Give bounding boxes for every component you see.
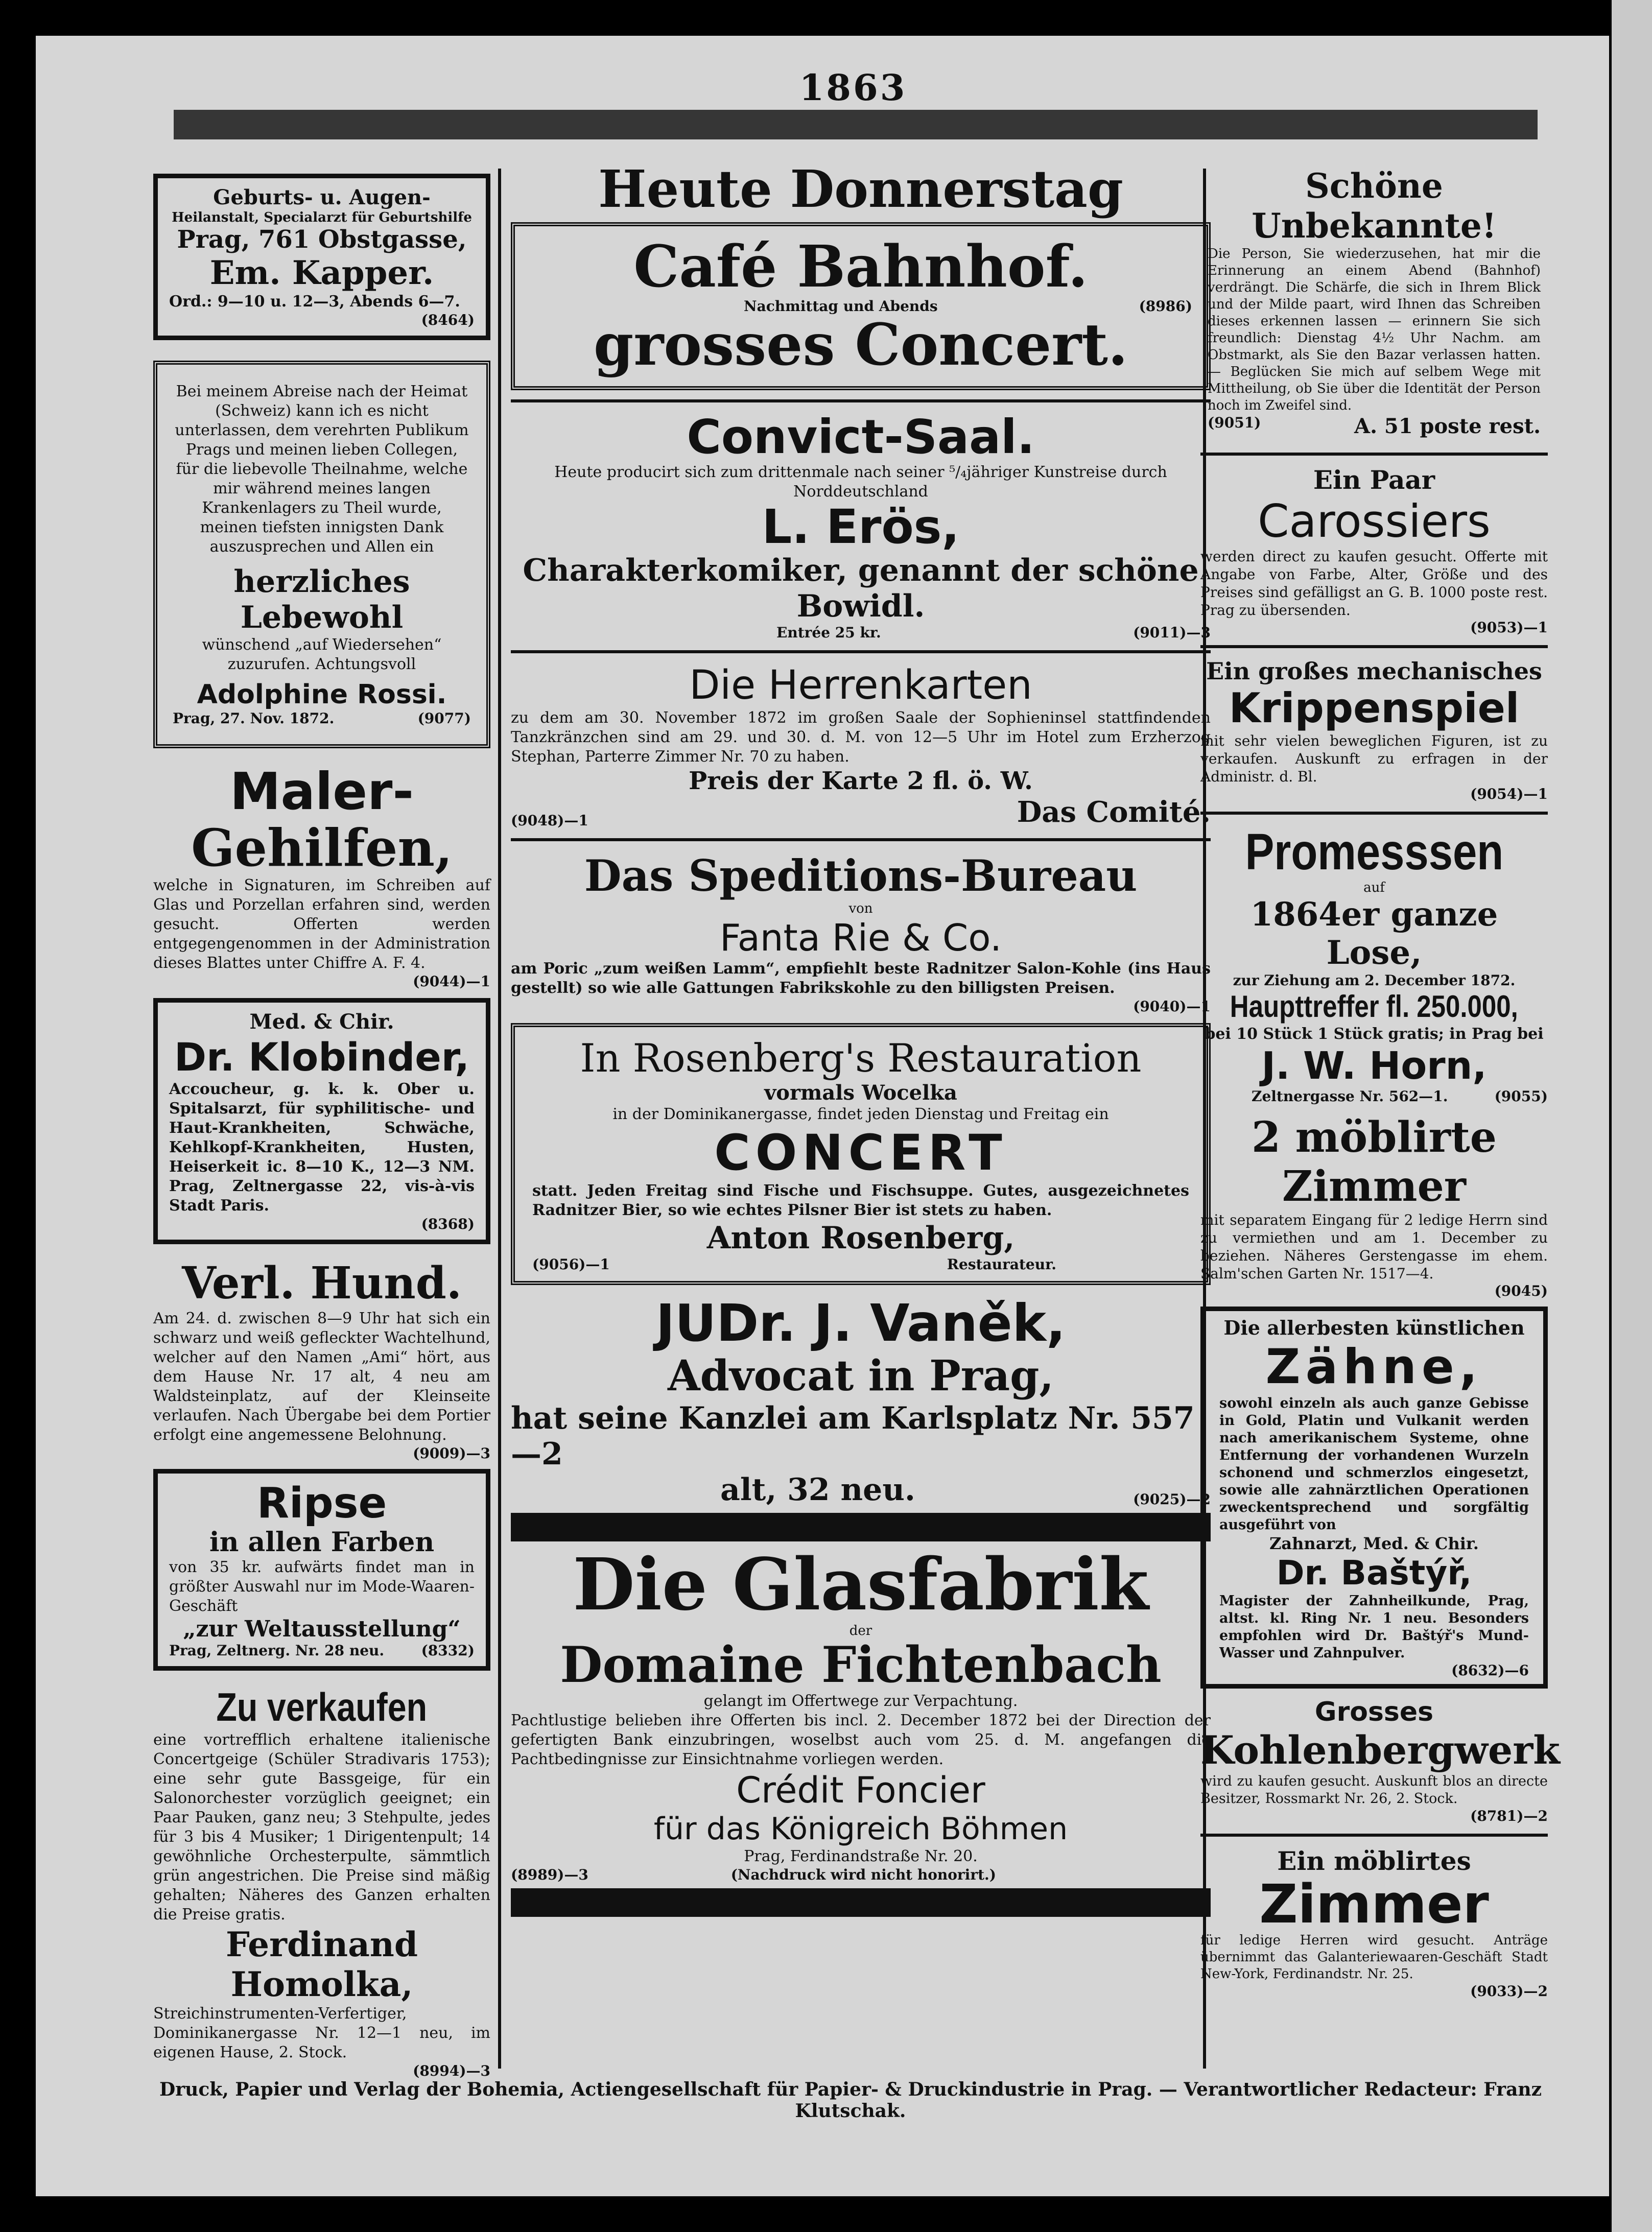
ad-signature: für das Königreich Böhmen [653,1811,1068,1847]
ad-herrenkarten [511,662,1211,829]
ad-subheading: Heilanstalt, Specialarzt für Geburtshilfe [172,210,472,225]
ad-body: von 35 kr. aufwärts findet man in größter Auswahl nur im Mode-Waaren-Geschäft [169,1558,475,1615]
ad-highlight: Haupttreffer fl. 250.000, [1230,989,1519,1024]
ad-name: Fanta Rie & Co. [720,916,1002,959]
ad-title: 1864er ganze Lose, [1250,895,1498,972]
ad-code: (9051) [1208,414,1261,431]
ad-title: Verl. Hund. [182,1257,462,1309]
ad-carossiers [1200,465,1548,636]
ad-title: Carossiers [1258,495,1491,548]
ad-title: Promesssen [1245,823,1503,881]
ad-body: Am 24. d. zwischen 8—9 Uhr hat sich ein schwarz und weiß gefleckter Wachtelhund, welcher auf den Namen „Ami“ hört, aus dem Hause Nr. 17 alt, 4 neu am Waldsteinplatz, auf der Kleinseite verlaufen. Nach Übergabe bei dem Portier erfolgt eine angemessene Belohnung. [153,1310,490,1444]
header-bar [174,110,1538,139]
ad-note: (Nachdruck wird nicht honorirt.) [730,1866,996,1883]
ad-code: (9053)—1 [1470,619,1548,636]
ad-role: Zahnarzt, Med. & Chir. [1269,1534,1479,1553]
ad-heading: Med. & Chir. [249,1010,394,1034]
right-column [1200,161,1560,2071]
ad-body: sowohl einzeln als auch ganze Gebisse in Gold, Platin und Vulkanit werden nach amerikanischem Systeme, ohne Entfernung der vorhandenen Wurzeln schonend und schmerzlos eingesetzt, sowie alle zahnärztlichen Operationen zweckentsprechend und sorgfältig ausgeführt von [1219,1395,1529,1533]
ad-convict-saal [511,412,1211,641]
ad-code: (9048)—1 [511,812,588,829]
ad-body: mit separatem Eingang für 2 ledige Herrn sind zu vermiethen und am 1. December zu beziehen. Näheres Gerstengasse im ehem. Salm'schen Garten Nr. 1517—4. [1200,1212,1548,1282]
ad-promessen [1200,824,1548,1105]
ad-code: (8994)—3 [413,2062,490,2079]
ad-title: Schöne Unbekannte! [1252,166,1497,246]
ad-name: Adolphine Rossi. [197,679,447,710]
ad-code: (8781)—2 [1470,1808,1548,1824]
ad-body: wird zu kaufen gesucht. Auskunft blos an directe Besitzer, Rossmarkt Nr. 26, 2. Stock. [1200,1773,1548,1807]
ad-title: In Rosenberg's Restauration [580,1035,1142,1081]
ad-name: L. Erös, [762,500,960,554]
ad-body: zu dem am 30. November 1872 im großen Saale der Sophieninsel stattfindenden Tanzkränzchen sind am 29. und 30. d. M. von 12—5 Uhr im Hotel zum Erzherzog Stephan, Parterre Zimmer Nr. 70 zu haben. [511,709,1211,766]
ad-signature: A. 51 poste rest. [1354,414,1541,438]
ad-heading: Grosses [1314,1697,1434,1727]
ad-title: Die Glasfabrik [573,1543,1149,1627]
ad-code: (9044)—1 [413,973,490,990]
ad-address: Prag, Zeltnerg. Nr. 28 neu. [169,1642,385,1659]
ad-signature: Crédit Foncier [736,1769,985,1811]
ad-code: (9056)—1 [532,1256,610,1273]
ad-body: bei 10 Stück 1 Stück gratis; in Prag bei [1205,1025,1544,1043]
ad-code: (8464) [421,312,475,328]
ad-subtitle: vormals Wocelka [764,1081,957,1105]
ad-code: (9009)—3 [413,1445,490,1462]
ad-code: (8986) [1139,298,1192,315]
ad-rosenberg [511,1023,1211,1285]
ad-body: Heute producirt sich zum drittenmale nach seiner ⁵/₄jähriger Kunstreise durch Norddeutschland [554,463,1167,501]
ad-body: Streichinstrumenten-Verfertiger, Dominikanergasse Nr. 12—1 neu, im eigenen Hause, 2. Stock. [153,2005,490,2061]
ad-zimmer [1200,1846,1548,2000]
ad-vanek [511,1295,1211,1508]
ad-role: Restaurateur. [947,1256,1056,1273]
ad-subtitle: in allen Farben [209,1527,435,1558]
ad-title: herzliches Lebewohl [233,564,410,635]
ad-body: Magister der Zahnheilkunde, Prag, altst. kl. Ring Nr. 1 neu. Besonders empfohlen wird Dr. Baštýř's Mund-Wasser und Zahnpulver. [1219,1593,1529,1661]
ad-hund [153,1257,490,1462]
middle-column [511,161,1211,2071]
ad-zimmer-2 [1200,1113,1548,1299]
ad-code: (9040)—1 [1133,998,1211,1015]
ad-big-text: grosses Concert. [594,312,1128,378]
ad-body: alt, 32 neu. [720,1472,915,1508]
ad-heading: Ein möblirtes [1277,1846,1471,1876]
black-band [511,1888,1211,1917]
ad-code: (8332) [421,1642,475,1659]
ad-body: Die Person, Sie wiederzusehen, hat mir die Erinnerung an einem Abend (Bahnhof) verdrängt. Die Schärfe, die sich in Ihrem Blick und der Milde paart, wird Ihnen das Schreiben dieses erkennen lassen — erinnern Sie sich freundlich: Dienstag 4½ Uhr Nachm. am Obstmarkt, als Sie den Bazar verlassen hatten. — Beglücken Sie mich auf selbem Wege mit Mittheilung, ob Sie über die Identität der Person noch im Zweifel sind. [1208,246,1541,413]
ad-price: Preis der Karte 2 fl. ö. W. [689,767,1033,795]
ad-rossi [153,361,490,748]
ad-heading: Die allerbesten künstlichen [1223,1316,1525,1339]
ad-subtitle: auf [1363,880,1385,895]
ad-body: mit sehr vielen beweglichen Figuren, ist zu verkaufen. Auskunft zu erfragen in der Administr. d. Bl. [1200,732,1548,785]
ad-body: für ledige Herren wird gesucht. Anträge übernimmt das Galanteriewaaren-Geschäft Stadt New-York, Ferdinandstr. Nr. 25. [1200,1933,1548,1982]
page-number: 1863 [799,66,907,109]
ad-code: (9055) [1494,1088,1548,1105]
ad-zaehne [1200,1307,1548,1689]
ad-heading: Ein großes mechanisches [1206,657,1542,685]
ad-title: Die Herrenkarten [689,662,1032,708]
ad-name: Ferdinand Homolka, [225,1925,418,2004]
ad-body: statt. Jeden Freitag sind Fische und Fischsuppe. Gutes, ausgezeichnetes Radnitzer Bier, so wie echtes Pilsner Bier ist stets zu haben. [532,1182,1189,1219]
ad-body: Bei meinem Abreise nach der Heimat (Schweiz) kann ich es nicht unterlassen, dem verehrten Publikum Prags und meinen lieben Collegen, für die liebevolle Theilnahme, welche mir während meines langen Krankenlagers zu Theil wurde, meinen tiefsten innigsten Dank auszusprechen und Allen ein [175,383,469,556]
ad-code: (8989)—3 [511,1866,588,1883]
ad-body: Accoucheur, g. k. k. Ober u. Spitalsarzt, für syphilitische- und Haut-Krankheiten, Schwäche, Kehlkopf-Krankheiten, Husten, Heiserkeit ic. 8—10 K., 12—3 NM. Prag, Zeltnergasse 22, vis-à-vis Stadt Paris. [169,1080,475,1215]
ad-unbekannte [1200,161,1548,443]
ad-subtitle: Nachmittag und Abends [744,298,938,315]
left-column [153,169,490,2079]
ad-shop: „zur Weltausstellung“ [183,1616,461,1642]
ad-address: Prag, Ferdinandstraße Nr. 20. [744,1847,978,1865]
ad-body: hat seine Kanzlei am Karlsplatz Nr. 557—2 [511,1400,1195,1472]
column-rule [498,169,501,2069]
ad-kohlenbergwerk [1200,1697,1560,1824]
ad-kapper [153,174,490,340]
ad-code: (9077) [417,710,471,727]
ad-body: am Poric „zum weißen Lamm“, empfiehlt beste Radnitzer Salon-Kohle (ins Haus gestellt) so wie alle Gattungen Fabrikskohle zu den billigsten Preisen. [511,960,1211,997]
ad-code: (9054)—1 [1470,786,1548,802]
ad-maler [153,764,490,990]
ad-address: Prag, 761 Obstgasse, [177,225,467,254]
ad-verkaufen [153,1684,490,2079]
ad-name: Em. Kapper. [209,254,434,292]
ad-signature: Das Comité. [1017,795,1211,829]
ad-title: Zimmer [1259,1873,1489,1935]
ad-heading: Geburts- u. Augen- [213,185,431,209]
ad-code: (8632)—6 [1451,1662,1529,1679]
ad-address: Zeltnergasse Nr. 562—1. [1252,1088,1448,1105]
ad-title: Ripse [256,1479,387,1528]
ad-title: Krippenspiel [1229,684,1520,732]
next-page-edge [1612,0,1652,2232]
ad-name: Dr. Baštýř, [1276,1553,1472,1593]
ad-title: Zähne, [1265,1339,1483,1395]
ad-title: Café Bahnhof. [633,233,1088,300]
ad-body: werden direct zu kaufen gesucht. Offerte mit Angabe von Farbe, Alter, Größe und des Preises sind gefälligst an G. B. 1000 poste rest. Prag zu übersenden. [1200,548,1548,619]
ad-title: Kohlenbergwerk [1200,1727,1560,1773]
ad-name: Dr. Klobinder, [174,1034,469,1080]
ad-subtitle: von [848,901,873,916]
ad-cafe-bahnhof [511,161,1211,390]
ad-code: (9033)—2 [1470,1983,1548,2000]
ad-krippenspiel [1200,657,1548,802]
ad-hours: Ord.: 9—10 u. 12—3, Abends 6—7. [169,293,460,311]
ad-title: Zu verkaufen [216,1684,428,1729]
ad-title: Das Speditions-Bureau [584,850,1138,901]
black-band [511,1513,1211,1541]
ad-name: Domaine Fichtenbach [560,1636,1162,1694]
ad-code: (9045) [1494,1283,1548,1299]
ad-subtitle: der [849,1623,872,1639]
ad-code: (8368) [421,1216,475,1232]
ad-price: Entrée 25 kr. [776,624,881,641]
ad-heading: Heute Donnerstag [598,159,1123,219]
ad-heading: Ein Paar [1313,465,1435,495]
ad-body: gelangt im Offertwege zur Verpachtung. [703,1692,1018,1710]
imprint-footer: Druck, Papier und Verlag der Bohemia, Actiengesellschaft für Papier- & Druckindustrie in Prag. — Verantwortlicher Redacteur: Franz Klutschak. [159,2079,1542,2122]
ad-date: zur Ziehung am 2. December 1872. [1233,972,1516,989]
ad-code: (9025)—2 [1133,1491,1211,1508]
ad-title: Advocat in Prag, [668,1351,1054,1400]
ad-big-text: CONCERT [714,1124,1007,1181]
ad-name: J. W. Horn, [1261,1044,1487,1088]
ad-title: Convict-Saal. [687,410,1035,464]
ad-body: Pachtlustige belieben ihre Offerten bis incl. 2. December 1872 bei der Direction der gefertigten Bank einzubringen, woselbst auch vom 25. d. M. angefangen die Pachtbedingnisse zur Einsichtnahme vorliegen werden. [511,1712,1211,1768]
ad-title: Maler- [230,762,414,821]
ad-desc: Charakterkomiker, genannt der schöne Bowidl. [523,553,1199,624]
ad-date: Prag, 27. Nov. 1872. [173,710,335,727]
ad-glasfabrik [511,1543,1211,1883]
ad-speditions-bureau [511,850,1211,1015]
ad-body: eine vortrefflich erhaltene italienische Concertgeige (Schüler Stradivaris 1753); eine sehr gute Bassgeige, für ein Salonorchester vorzüglich geeignet; ein Paar Pauken, ganz neu; 3 Stehpulte, jedes für 3 bis 4 Musiker; 1 Dirigentenpult; 14 gewöhnliche Orchesterpulte, sämmtlich grün angestrichen. Die Preise sind mäßig gehalten; Näheres des Ganzen erhalten die Preise gratis. [153,1731,490,1924]
ad-title: 2 möblirte Zimmer [1252,1113,1497,1211]
ad-title: Gehilfen, [191,818,453,878]
ad-body: welche in Signaturen, im Schreiben auf Glas und Porzellan erfahren sind, werden gesucht. Offerten werden entgegengenommen in der Administration dieses Blattes unter Chiffre A. F. 4. [153,876,490,972]
ad-code: (9011)—3 [1133,624,1211,641]
ad-body: in der Dominikanergasse, findet jeden Dienstag und Freitag ein [612,1105,1109,1123]
ad-ripse [153,1469,490,1671]
ad-name: JUDr. J. Vaněk, [655,1293,1066,1353]
ad-signature: Anton Rosenberg, [706,1220,1015,1256]
ad-body: wünschend „auf Wiedersehen“ zuzurufen. Achtungsvoll [202,636,442,673]
ad-klobinder [153,998,490,1244]
